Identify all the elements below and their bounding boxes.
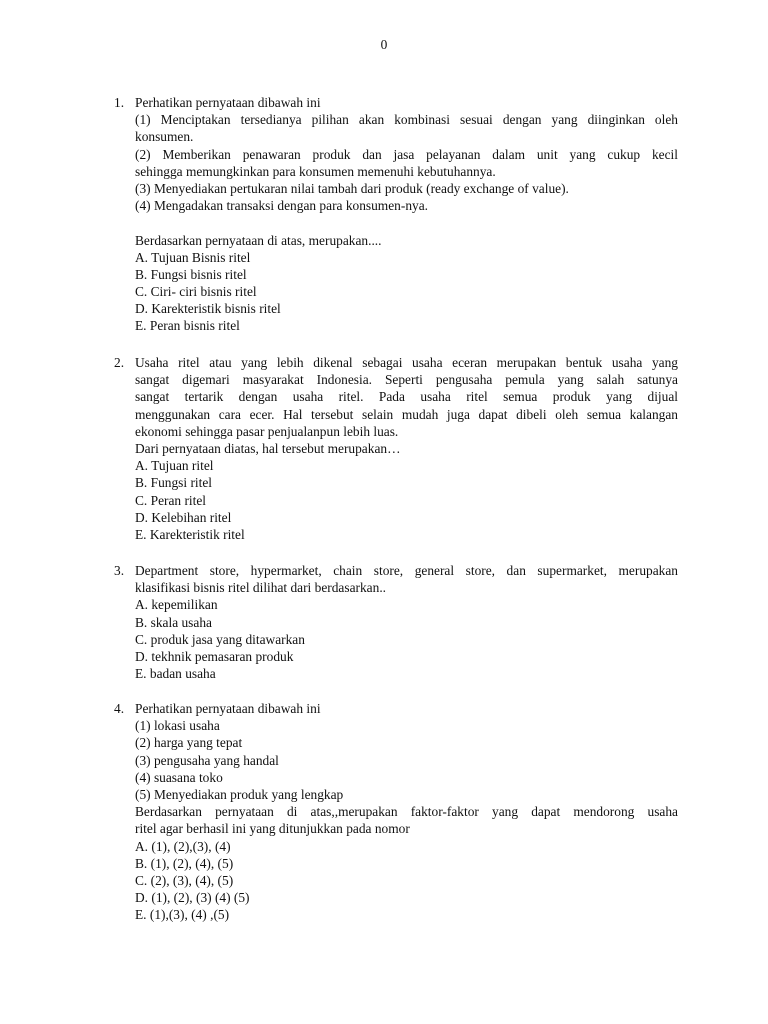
question-line: konsumen. bbox=[135, 129, 194, 145]
question-line: Dari pernyataan diatas, hal tersebut merupakan… bbox=[135, 440, 401, 456]
question-line: ritel agar berhasil ini yang ditunjukkan pada nomor bbox=[135, 821, 410, 837]
question-line: Berdasarkan pernyataan di atas, merupakan.... bbox=[135, 232, 382, 248]
question-number: 4. bbox=[114, 701, 125, 716]
question-line: B. Fungsi bisnis ritel bbox=[135, 266, 247, 282]
question-line: (1) Menciptakan tersedianya pilihan akan kombinasi sesuai dengan yang diinginkan oleh bbox=[135, 112, 678, 128]
question-body bbox=[135, 94, 678, 335]
question-line: C. produk jasa yang ditawarkan bbox=[135, 631, 305, 647]
question-line: E. Peran bisnis ritel bbox=[135, 318, 240, 334]
question-line: D. Kelebihan ritel bbox=[135, 509, 232, 525]
question-line: C. (2), (3), (4), (5) bbox=[135, 872, 234, 888]
question-line: Berdasarkan pernyataan di atas,,merupakan faktor-faktor yang dapat mendorong usaha bbox=[135, 804, 678, 820]
question-line: Perhatikan pernyataan dibawah ini bbox=[135, 701, 321, 716]
question-line: B. skala usaha bbox=[135, 614, 212, 630]
page-number: 0 bbox=[380, 37, 388, 52]
question-number: 3. bbox=[114, 563, 125, 578]
question-body bbox=[135, 700, 678, 923]
question-line: E. Karekteristik ritel bbox=[135, 526, 245, 542]
question-line: klasifikasi bisnis ritel dilihat dari berdasarkan.. bbox=[135, 580, 387, 596]
question-line: Department store, hypermarket, chain store, general store, dan supermarket, merupakan bbox=[135, 563, 678, 578]
question-line: A. Tujuan Bisnis ritel bbox=[135, 249, 251, 265]
question-body bbox=[135, 562, 678, 682]
question-line: B. (1), (2), (4), (5) bbox=[135, 855, 234, 871]
question-line: (2) Memberikan penawaran produk dan jasa pelayanan dalam unit yang cukup kecil bbox=[135, 146, 678, 162]
blank-line bbox=[135, 214, 678, 231]
question-line: sehingga memungkinkan para konsumen memenuhi kebutuhannya. bbox=[135, 163, 496, 179]
question-line: (4) Mengadakan transaksi dengan para konsumen-nya. bbox=[135, 198, 429, 214]
question-line: (1) lokasi usaha bbox=[135, 718, 220, 734]
question-line: D. tekhnik pemasaran produk bbox=[135, 648, 294, 664]
question-line: A. Tujuan ritel bbox=[135, 458, 214, 474]
question-line: sangat digemari masyarakat Indonesia. Seperti pengusaha pemula yang salah satunya bbox=[135, 372, 678, 388]
question-line: ekonomi sehingga pasar penjualanpun lebih luas. bbox=[135, 423, 399, 439]
question-line: B. Fungsi ritel bbox=[135, 475, 213, 491]
question-line: E. (1),(3), (4) ,(5) bbox=[135, 907, 230, 923]
question-line: A. kepemilikan bbox=[135, 597, 218, 613]
question-line: E. badan usaha bbox=[135, 666, 216, 682]
question-line: (3) pengusaha yang handal bbox=[135, 752, 279, 768]
question-line: (2) harga yang tepat bbox=[135, 735, 243, 751]
question-line: C. Peran ritel bbox=[135, 492, 207, 508]
question-line: Usaha ritel atau yang lebih dikenal sebagai usaha eceran merupakan bentuk usaha yang bbox=[135, 355, 678, 370]
question-line: (4) suasana toko bbox=[135, 769, 223, 785]
question-line: C. Ciri- ciri bisnis ritel bbox=[135, 284, 257, 300]
question-line: (3) Menyediakan pertukaran nilai tambah dari produk (ready exchange of value). bbox=[135, 180, 569, 196]
question-line: menggunakan cara ecer. Hal tersebut selain mudah juga dapat dibeli oleh semua kalangan bbox=[135, 406, 678, 422]
question-line: A. (1), (2),(3), (4) bbox=[135, 838, 231, 854]
question-number: 2. bbox=[114, 355, 125, 370]
question-line: D. Karekteristik bisnis ritel bbox=[135, 301, 281, 317]
question-line: sangat tertarik dengan usaha ritel. Pada usaha ritel semua produk yang dijual bbox=[135, 389, 678, 405]
question-line: Perhatikan pernyataan dibawah ini bbox=[135, 95, 321, 110]
question-line: (5) Menyediakan produk yang lengkap bbox=[135, 786, 344, 802]
question-line: D. (1), (2), (3) (4) (5) bbox=[135, 890, 250, 906]
question-number: 1. bbox=[114, 95, 125, 110]
question-body bbox=[135, 354, 678, 543]
